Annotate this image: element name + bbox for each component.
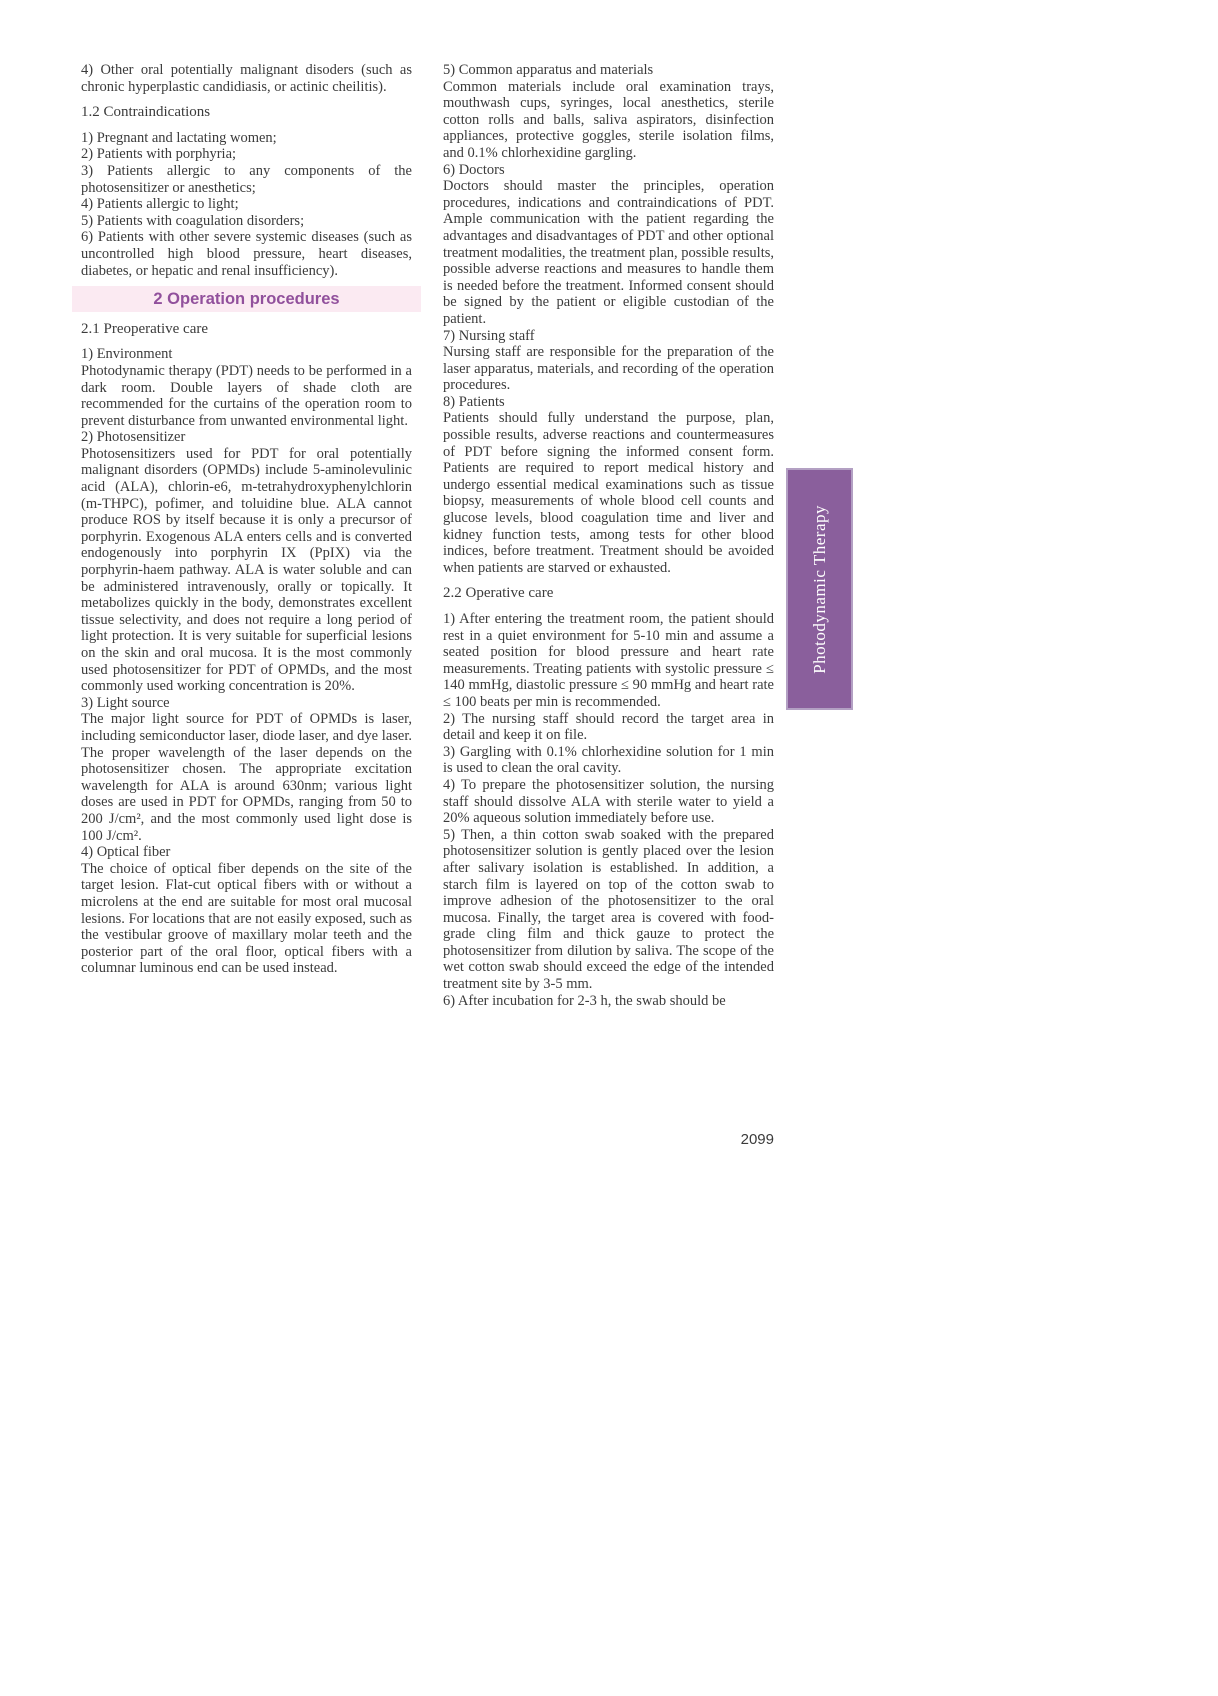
body-paragraph: 5) Common apparatus and materials (443, 62, 654, 78)
body-paragraph: 4) Other oral potentially malignant disoders (such as chronic hyperplastic candidiasis, or actinic cheilitis). (81, 62, 412, 95)
body-paragraph: 4) Optical fiber (81, 844, 171, 861)
body-paragraph: The major light source for PDT of OPMDs is laser, including semiconductor laser, diode laser, and dye laser. The proper wavelength of the laser depends on the photosensitizer chosen. The appropriate excitation wavelength for ALA is around 630nm; various light doses are used in PDT for OPMDs, ranging from 50 to 200 J/cm², and the most commonly used light dose is 100 J/cm². (81, 711, 412, 844)
body-paragraph: 5) Patients with coagulation disorders; (81, 212, 305, 229)
body-paragraph: 1) After entering the treatment room, the patient should rest in a quiet environment for 5-10 min and assume a seated position for blood pressure and heart rate measurements. Treating patients with systolic pressure ≤ 140 mmHg, diastolic pressure ≤ 90 mmHg and heart rate ≤ 100 beats per min is recommended. (443, 611, 774, 710)
body-paragraph: 1) Environment (81, 346, 173, 363)
page-number: 2099 (740, 1131, 774, 1148)
body-paragraph: 4) Patients allergic to light; (81, 196, 239, 213)
body-paragraph: Patients should fully understand the purpose, plan, possible results, adverse reactions and countermeasures of PDT before signing the informed consent form. Patients are required to report medical history and undergo essential medical examinations such as tissue biopsy, measurements of whole blood cell counts and glucose levels, blood coagulation time and liver and kidney function tests, among tests for other blood indices, before treatment. Treatment should be avoided when patients are starved or exhausted. (443, 410, 774, 576)
body-paragraph: 6) After incubation for 2-3 h, the swab should be (443, 992, 726, 1009)
body-paragraph: Doctors should master the principles, operation procedures, indications and contraindications of PDT. Ample communication with the patient regarding the advantages and disadvantages of PDT and other optional treatment modalities, the treatment plan, possible results, possible adverse reactions and measures to handle them is needed before the treatment. Informed consent should be signed by the patient or eligible custodian of the patient. (443, 178, 774, 327)
body-paragraph: 1) Pregnant and lactating women; (81, 129, 277, 146)
subsection-heading: 2.2 Operative care (443, 585, 554, 602)
body-paragraph: The choice of optical fiber depends on the site of the target lesion. Flat-cut optical fibers with or without a microlens at the end are suitable for most oral mucosal lesions. For locations that are not easily exposed, such as the vestibular groove of maxillary molar teeth and the posterior part of the oral floor, optical fibers with a columnar luminous end can be used instead. (81, 860, 412, 977)
body-paragraph: 3) Light source (81, 694, 170, 711)
body-paragraph: 7) Nursing staff (443, 327, 535, 344)
body-paragraph: 2) The nursing staff should record the target area in detail and keep it on file. (443, 710, 774, 744)
body-paragraph: Photosensitizers used for PDT for oral potentially malignant disorders (OPMDs) include 5-aminolevulinic acid (ALA), chlorin-e6, m-tetrahydroxyphenylchlorin (m-THPC), pofimer, and toluidine blue. ALA cannot produce ROS by itself because it is only a precursor of porphyrin. Exogenous ALA enters cells and is converted endogenously into porphyrin IX (PpIX) via the porphyrin-haem pathway. ALA is water soluble and can be administered intravenously, orally or topically. It metabolizes quickly in the body, demonstrates excellent tissue selectivity, and does not require a long period of light protection. It is very suitable for superficial lesions on the skin and oral mucosa. It is the most commonly used photosensitizer for PDT of OPMDs, and the most commonly used working concentration is 20%. (81, 445, 412, 695)
section-banner-heading: 2 Operation procedures (72, 286, 421, 312)
body-paragraph: 8) Patients (443, 393, 505, 410)
body-paragraph: 2) Photosensitizer (81, 429, 186, 446)
body-paragraph: 3) Patients allergic to any components of the photosensitizer or anesthetics; (81, 162, 412, 196)
body-paragraph: 6) Patients with other severe systemic diseases (such as uncontrolled high blood pressure, heart diseases, diabetes, or hepatic and renal insufficiency). (81, 229, 412, 279)
body-paragraph: 2) Patients with porphyria; (81, 146, 237, 163)
section-side-tab (786, 468, 853, 710)
subsection-heading: 1.2 Contraindications (81, 104, 211, 121)
body-paragraph: 3) Gargling with 0.1% chlorhexidine solution for 1 min is used to clean the oral cavity. (443, 743, 774, 777)
subsection-heading: 2.1 Preoperative care (81, 320, 209, 337)
side-tab-label: Photodynamic Therapy (809, 504, 829, 674)
body-paragraph: Common materials include oral examination trays, mouthwash cups, syringes, local anesthetics, sterile cotton rolls and balls, saliva aspirators, disinfection appliances, protective goggles, sterile isolation films, and 0.1% chlorhexidine gargling. (443, 78, 774, 161)
right-text-column (443, 62, 774, 1009)
body-paragraph: Nursing staff are responsible for the preparation of the laser apparatus, materials, and recording of the operation procedures. (443, 344, 774, 394)
body-paragraph: Photodynamic therapy (PDT) needs to be performed in a dark room. Double layers of shade cloth are recommended for the curtains of the operation room to prevent disturbance from unwanted environmental light. (81, 362, 412, 429)
left-text-column (81, 62, 412, 977)
body-paragraph: 6) Doctors (443, 161, 505, 178)
body-paragraph: 5) Then, a thin cotton swab soaked with the prepared photosensitizer solution is gently placed over the lesion after salivary isolation is established. In addition, a starch film is layered on top of the cotton swab to improve adhesion of the photosensitizer to the oral mucosa. Finally, the target area is covered with food-grade cling film and thick gauze to protect the photosensitizer from dilution by saliva. The scope of the wet cotton swab should exceed the edge of the intended treatment site by 3-5 mm. (443, 826, 774, 993)
body-paragraph: 4) To prepare the photosensitizer solution, the nursing staff should dissolve ALA with sterile water to yield a 20% aqueous solution immediately before use. (443, 776, 774, 827)
